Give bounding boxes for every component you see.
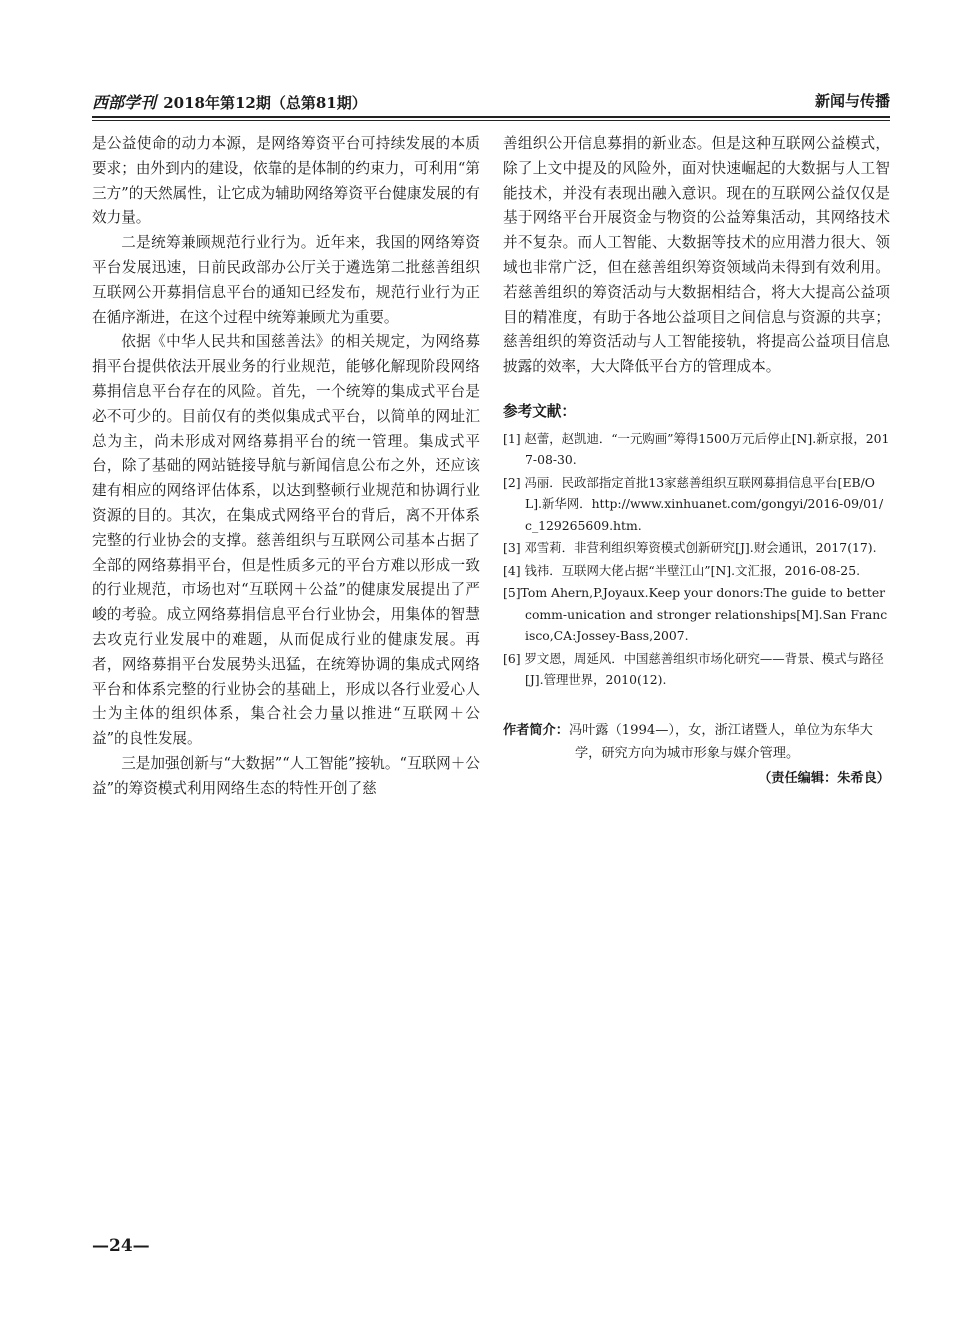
reference-item: [2] 冯丽．民政部指定首批13家慈善组织互联网募捐信息平台[EB/OL].新华网．http://www.xinhuanet.com/gongyi/2016-09/01/c_129265609.htm. <box>503 474 884 533</box>
responsible-editor: （责任编辑：朱希良） <box>758 770 890 786</box>
references-heading: 参考文献： <box>503 402 576 420</box>
journal-info <box>92 90 367 113</box>
author-bio-label: 作者简介： <box>503 722 569 738</box>
author-bio-text: 冯叶露（1994—），女，浙江诸暨人，单位为东华大学，研究方向为城市形象与媒介管理。 <box>568 722 873 761</box>
right-column <box>503 132 890 791</box>
left-column <box>92 132 480 802</box>
reference-item: [3] 邓雪莉．非营利组织筹资模式创新研究[J].财会通讯，2017(17). <box>503 540 877 556</box>
reference-item: [6] 罗文恩，周延风．中国慈善组织市场化研究——背景、模式与路径[J].管理世界，2010(12). <box>503 650 884 688</box>
section-name: 新闻与传播 <box>814 92 890 110</box>
reference-list <box>503 428 890 691</box>
paragraph: 依据《中华人民共和国慈善法》的相关规定，为网络募捐平台提供依法开展业务的行业规范，能够化解现阶段网络募捐信息平台存在的风险。首先，一个统筹的集成式平台是必不可少的。目前仅有的类似集成式平台，以简单的网址汇总为主，尚未形成对网络募捐平台的统一管理。集成式平台，除了基础的网站链接导航与新闻信息公布之外，还应该建有相应的网络评估体系，以达到整顿行业规范和协调行业资源的目的。其次，在集成式网络平台的背后，离不开体系完整的行业协会的支撑。慈善组织与互联网公司基本占据了全部的网络募捐平台，但是性质多元的平台方难以形成一致的行业规范，市场也对“互联网＋公益”的健康发展提出了严峻的考验。成立网络募捐信息平台行业协会，用集体的智慧去攻克行业发展中的难题，从而促成行业的健康发展。再者，网络募捐平台发展势头迅猛，在统筹协调的集成式网络平台和体系完整的行业协会的基础上，形成以各行业爱心人士为主体的组织体系，集合社会力量以推进“互联网＋公益”的良性发展。 <box>92 333 480 748</box>
paragraph: 善组织公开信息募捐的新业态。但是这种互联网公益模式，除了上文中提及的风险外，面对快速崛起的大数据与人工智能技术，并没有表现出融入意识。现在的互联网公益仅仅是基于网络平台开展资金与物资的公益筹集活动，其网络技术并不复杂。而人工智能、大数据等技术的应用潜力很大、领域也非常广泛，但在慈善组织筹资领域尚未得到有效利用。若慈善组织的筹资活动与大数据相结合，将大大提高公益项目的精准度，有助于各地公益项目之间信息与资源的共享；慈善组织的筹资活动与人工智能接轨，将提高公益项目信息披露的效率，大大降低平台方的管理成本。 <box>503 135 890 376</box>
running-header <box>92 90 890 112</box>
reference-item: [1] 赵蕾，赵凯迪．“一元购画”筹得1500万元后停止[N].新京报，2017-08-30. <box>503 430 890 468</box>
page-number: —24— <box>92 1236 150 1256</box>
issue-info: 2018年第12期（总第81期） <box>163 94 367 112</box>
reference-item: [4] 钱祎．互联网大佬占据“半壁江山”[N].文汇报，2016-08-25. <box>503 562 861 578</box>
paragraph: 二是统筹兼顾规范行业行为。近年来，我国的网络筹资平台发展迅速，日前民政部办公厅关于遴选第二批慈善组织互联网公开募捐信息平台的通知已经发布，规范行业行为正在循序渐进，在这个过程中统筹兼顾尤为重要。 <box>92 234 480 326</box>
reference-item: [5]Tom Ahern,P.Joyaux.Keep your donors:The guide to better comm-unication and stronger relationships[M].San Francisco,CA:Jossey-Bass,2007. <box>503 585 888 644</box>
journal-logo: 西部学刊 <box>92 93 157 112</box>
author-bio <box>503 719 890 765</box>
paragraph: 是公益使命的动力本源，是网络筹资平台可持续发展的本质要求；由外到内的建设，依靠的是体制的约束力，可利用“第三方”的天然属性，让它成为辅助网络筹资平台健康发展的有效力量。 <box>92 135 480 227</box>
header-rule-thin <box>92 120 890 121</box>
header-rule <box>92 116 890 118</box>
paragraph: 三是加强创新与“大数据”“人工智能”接轨。“互联网＋公益”的筹资模式利用网络生态的特性开创了慈 <box>92 754 480 797</box>
